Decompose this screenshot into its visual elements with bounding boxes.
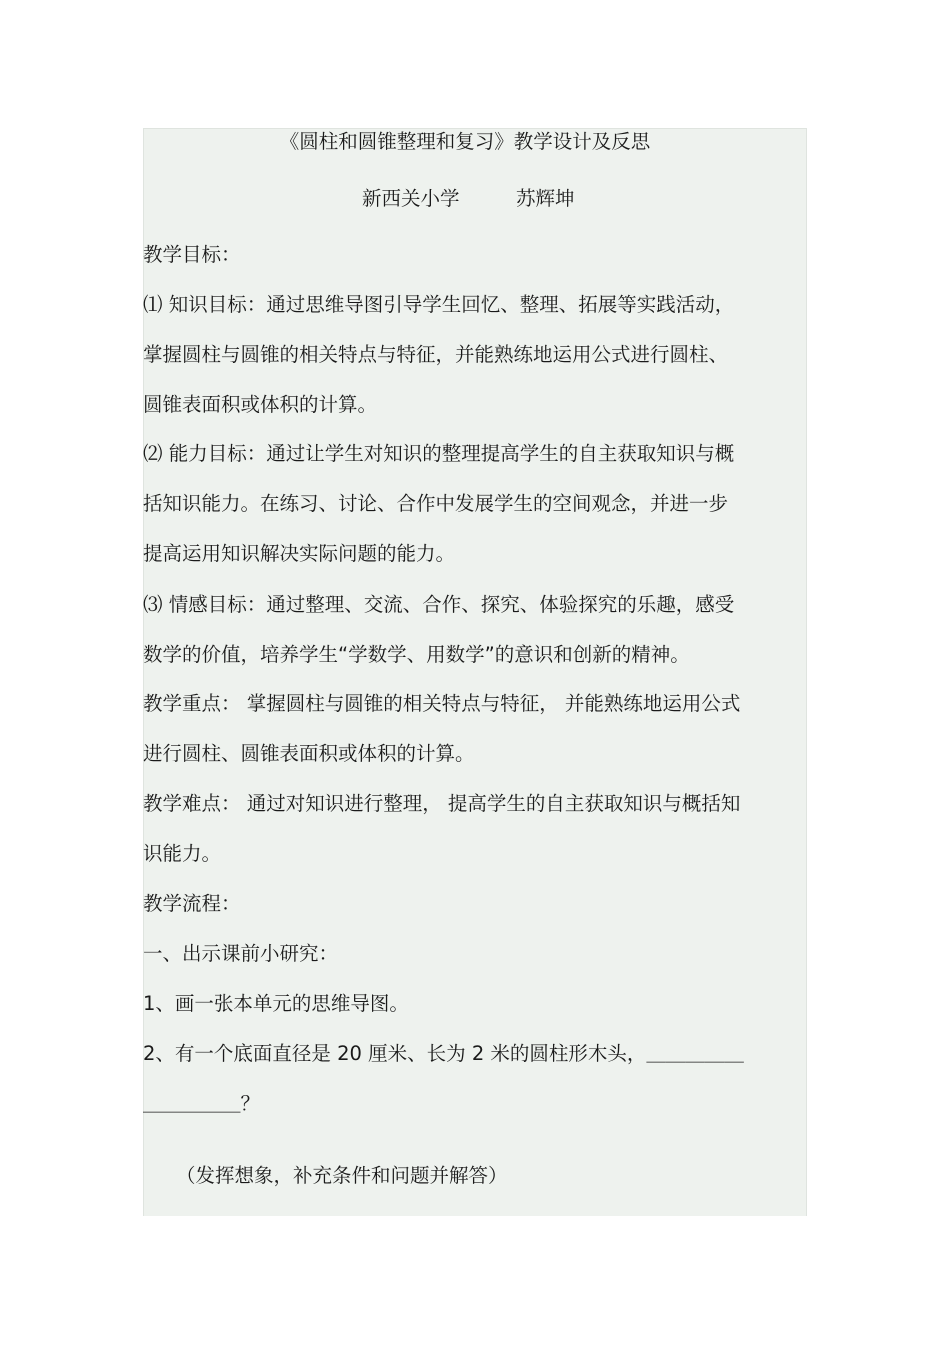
- list-item: 2、有一个底面直径是 20 厘米、长为 2 米的圆柱形木头，＿＿＿＿＿: [143, 1042, 744, 1065]
- objective-3-line: 数学的价值，培养学生“学数学、用数学”的意识和创新的精神。: [143, 643, 690, 666]
- objectives-heading: 教学目标：: [143, 243, 241, 266]
- author-name: 苏辉坤: [516, 187, 575, 210]
- process-heading: 教学流程：: [143, 892, 241, 915]
- objective-2-line: 括知识能力。在练习、讨论、合作中发展学生的空间观念，并进一步: [143, 492, 729, 515]
- objective-2-line: 提高运用知识解决实际问题的能力。: [143, 542, 456, 565]
- objective-1-line: 圆锥表面积或体积的计算。: [143, 393, 378, 416]
- document-title: 《圆柱和圆锥整理和复习》教学设计及反思: [279, 130, 651, 153]
- objective-2-line: ⑵ 能力目标：通过让学生对知识的整理提高学生的自主获取知识与概: [143, 442, 735, 465]
- list-item-continued: ＿＿＿＿＿？: [143, 1092, 261, 1115]
- note-text: （发挥想象，补充条件和问题并解答）: [176, 1164, 508, 1187]
- school-name: 新西关小学: [362, 187, 460, 210]
- objective-3-line: ⑶ 情感目标：通过整理、交流、合作、探究、体验探究的乐趣，感受: [143, 593, 735, 616]
- difficulty-line: 识能力。: [143, 842, 222, 865]
- objective-1-line: 掌握圆柱与圆锥的相关特点与特征，并能熟练地运用公式进行圆柱、: [143, 343, 729, 366]
- objective-1-line: ⑴ 知识目标：通过思维导图引导学生回忆、整理、拓展等实践活动，: [143, 293, 735, 316]
- key-point-line: 进行圆柱、圆锥表面积或体积的计算。: [143, 742, 475, 765]
- list-item: 1、画一张本单元的思维导图。: [143, 992, 409, 1015]
- difficulty-line: 教学难点： 通过对知识进行整理， 提高学生的自主获取知识与概括知: [143, 792, 741, 815]
- section-1-heading: 一、出示课前小研究：: [143, 942, 339, 965]
- key-point-line: 教学重点： 掌握圆柱与圆锥的相关特点与特征， 并能熟练地运用公式: [143, 692, 741, 715]
